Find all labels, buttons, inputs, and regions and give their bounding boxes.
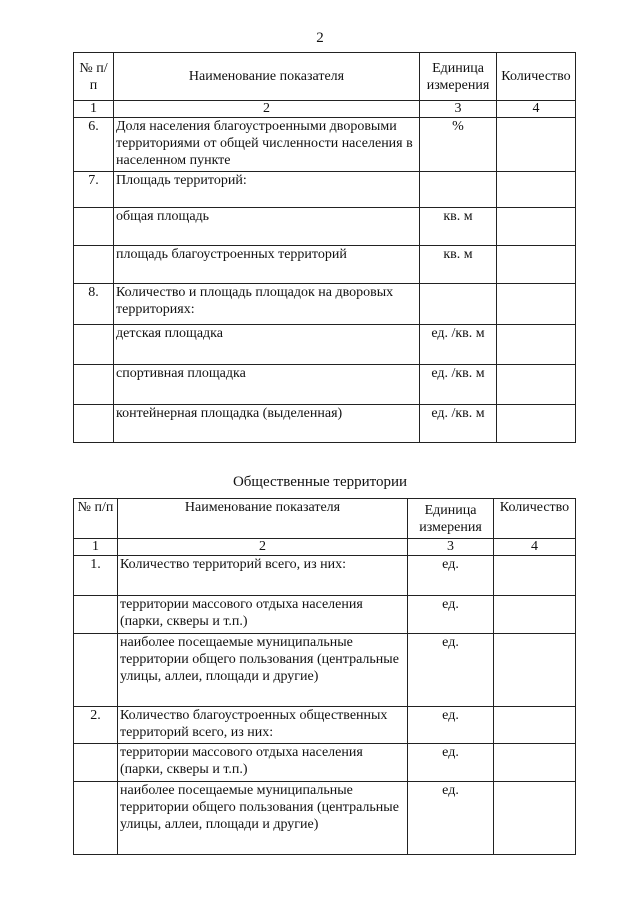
yard-territories-table [73, 52, 576, 443]
row-number [74, 208, 114, 246]
unit [420, 172, 497, 208]
column-number: 3 [420, 101, 497, 118]
quantity [494, 634, 576, 707]
indicator-name: Количество благоустроенных общественных территорий всего, из них: [118, 707, 408, 744]
table-row [74, 208, 576, 246]
table-row [74, 246, 576, 284]
quantity [497, 284, 576, 325]
row-number [74, 325, 114, 365]
indicator-name: контейнерная площадка (выделенная) [114, 405, 420, 443]
public-territories-table [73, 498, 576, 855]
table-row [74, 284, 576, 325]
row-number: 2. [74, 707, 118, 744]
column-number: 3 [408, 539, 494, 556]
unit: ед. [408, 556, 494, 596]
table-row [74, 118, 576, 172]
unit: % [420, 118, 497, 172]
indicator-name: детская площадка [114, 325, 420, 365]
indicator-name: наиболее посещаемые муниципальные территории общего пользования (центральные улицы, аллеи, площади и другие) [118, 634, 408, 707]
table-header-row [74, 53, 576, 101]
quantity [497, 118, 576, 172]
quantity [497, 208, 576, 246]
header-number: № п/п [74, 499, 118, 539]
row-number: 1. [74, 556, 118, 596]
header-quantity: Количество [497, 53, 576, 101]
unit: ед. [408, 744, 494, 782]
indicator-name: Количество территорий всего, из них: [118, 556, 408, 596]
indicator-name: спортивная площадка [114, 365, 420, 405]
section-title: Общественные территории [232, 474, 408, 490]
column-number: 2 [118, 539, 408, 556]
header-quantity: Количество [494, 499, 576, 539]
column-number: 1 [74, 539, 118, 556]
unit: ед. /кв. м [420, 365, 497, 405]
row-number [74, 596, 118, 634]
unit: ед. [408, 782, 494, 855]
row-number: 6. [74, 118, 114, 172]
header-number: № п/п [74, 53, 114, 101]
row-number [74, 246, 114, 284]
header-unit: Единица измерения [420, 53, 497, 101]
table-row [74, 405, 576, 443]
quantity [497, 325, 576, 365]
table-row [74, 172, 576, 208]
column-number: 1 [74, 101, 114, 118]
column-number: 4 [494, 539, 576, 556]
table-row [74, 782, 576, 855]
quantity [497, 246, 576, 284]
unit: ед. [408, 707, 494, 744]
table-row [74, 325, 576, 365]
indicator-name: Количество и площадь площадок на дворовых территориях: [114, 284, 420, 325]
indicator-name: территории массового отдыха населения (парки, скверы и т.п.) [118, 596, 408, 634]
indicator-name: площадь благоустроенных территорий [114, 246, 420, 284]
unit: ед. [408, 596, 494, 634]
row-number [74, 744, 118, 782]
quantity [494, 782, 576, 855]
header-indicator-name: Наименование показателя [118, 499, 408, 539]
table-row [74, 365, 576, 405]
quantity [497, 172, 576, 208]
column-number: 4 [497, 101, 576, 118]
quantity [494, 707, 576, 744]
header-unit: Единица измерения [408, 499, 494, 539]
quantity [494, 556, 576, 596]
indicator-name: Площадь территорий: [114, 172, 420, 208]
table-row [74, 744, 576, 782]
page-number: 2 [316, 30, 324, 46]
unit [420, 284, 497, 325]
unit: ед. [408, 634, 494, 707]
indicator-name: наиболее посещаемые муниципальные территории общего пользования (центральные улицы, аллеи, площади и другие) [118, 782, 408, 855]
row-number [74, 365, 114, 405]
quantity [497, 405, 576, 443]
quantity [497, 365, 576, 405]
indicator-name: территории массового отдыха населения (парки, скверы и т.п.) [118, 744, 408, 782]
row-number [74, 405, 114, 443]
unit: кв. м [420, 208, 497, 246]
row-number [74, 634, 118, 707]
column-number: 2 [114, 101, 420, 118]
table-header-row [74, 499, 576, 539]
unit: ед. /кв. м [420, 405, 497, 443]
row-number: 8. [74, 284, 114, 325]
indicator-name: Доля населения благоустроенными дворовыми территориями от общей численности населения в населенном пункте [114, 118, 420, 172]
row-number: 7. [74, 172, 114, 208]
row-number [74, 782, 118, 855]
unit: ед. /кв. м [420, 325, 497, 365]
column-numbers-row [74, 539, 576, 556]
table-row [74, 707, 576, 744]
unit: кв. м [420, 246, 497, 284]
quantity [494, 744, 576, 782]
column-numbers-row [74, 101, 576, 118]
table-row [74, 596, 576, 634]
quantity [494, 596, 576, 634]
table-row [74, 556, 576, 596]
table-row [74, 634, 576, 707]
indicator-name: общая площадь [114, 208, 420, 246]
header-indicator-name: Наименование показателя [114, 53, 420, 101]
